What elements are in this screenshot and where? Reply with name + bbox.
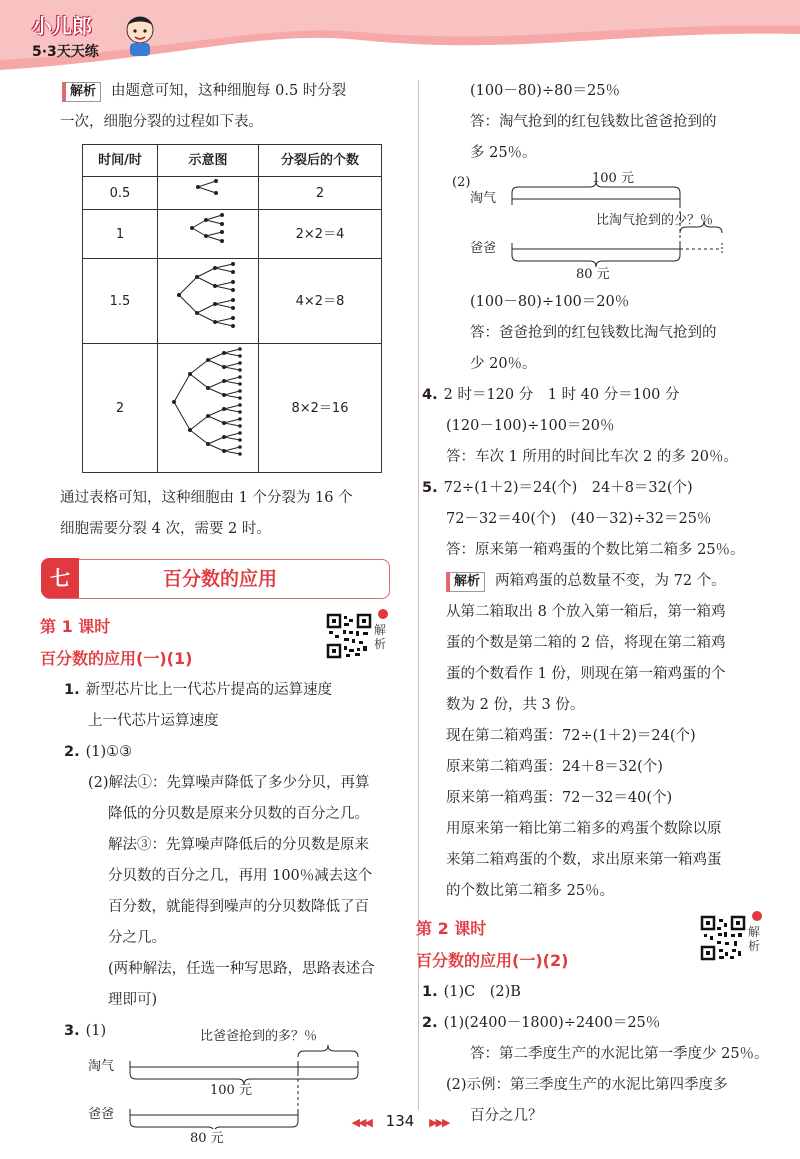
diagram-label-mid: 比淘气抢到的少？％ (596, 213, 714, 228)
diagram-label-baba: 爸爸 (88, 1107, 115, 1122)
question-number: 2. (422, 1015, 438, 1031)
calc-text: (1)(2400－1800)÷2400＝25％ (443, 1015, 661, 1031)
table-cell-time: 1 (83, 210, 158, 259)
answer-text: 2 时＝120 分 1 时 40 分＝100 分 (443, 387, 680, 403)
lesson-2-heading (416, 913, 776, 977)
answer-text: 百分之几？ (470, 1108, 543, 1124)
right-arrows-icon: ▶▶▶ (429, 1116, 449, 1129)
conclusion-text: 通过表格可知，这种细胞由 1 个分裂为 16 个 (60, 490, 353, 506)
answer-text: 多 25％。 (470, 145, 537, 161)
table-cell-count: 4×2＝8 (259, 259, 382, 344)
question-number: 1. (64, 682, 80, 698)
table-cell-count: 2×2＝4 (259, 210, 382, 259)
analysis-text: 两箱鸡蛋的总数量不变，为 72 个。 (495, 573, 726, 589)
answer-text: 少 20％。 (470, 356, 537, 372)
answer-text: 分贝数的百分之几，再用 100％减去这个 (108, 868, 373, 884)
table-cell-time: 2 (83, 344, 158, 473)
lesson-1-heading (40, 611, 402, 675)
analysis-text: 从第二箱取出 8 个放入第一箱后，第一箱鸡 (446, 604, 726, 620)
play-arrow-icon (752, 911, 762, 921)
diagram-label-amount: 100 元 (592, 171, 634, 186)
analysis-text: 数为 2 份，共 3 份。 (446, 697, 585, 713)
analysis-text: 原来第一箱鸡蛋：72－32＝40(个) (446, 790, 673, 806)
answer-text: 百分数，就能得到噪声的分贝数降低了百 (108, 899, 369, 915)
answer-text: 分之几。 (108, 930, 166, 946)
table-header: 分裂后的个数 (259, 145, 382, 177)
right-column (416, 76, 776, 1132)
division-tree-icon (188, 177, 228, 197)
question-number: 5. (422, 480, 438, 496)
table-cell-diagram (158, 344, 259, 473)
table-row (83, 177, 382, 210)
table-cell-count: 2 (259, 177, 382, 210)
table-cell-time: 0.5 (83, 177, 158, 210)
page-footer (0, 1112, 800, 1130)
answer-text: (1) (85, 1023, 107, 1039)
segment-diagram-2 (446, 169, 776, 287)
lesson-title: 百分数的应用(一)(1) (40, 649, 193, 668)
diagram-label-amount: 100 元 (210, 1083, 252, 1098)
analysis-tag: 解析 (62, 82, 101, 102)
lesson-period: 第 1 课时 (40, 617, 111, 636)
question-number: 1. (422, 984, 438, 1000)
diagram-label-amount: 80 元 (190, 1131, 224, 1146)
answer-text: (2)解法①：先算噪声降低了多少分贝，再算 (88, 775, 370, 791)
diagram-label-top: 比爸爸抢到的多？％ (200, 1029, 318, 1044)
analysis-text: 一次，细胞分裂的过程如下表。 (60, 114, 263, 130)
page-number: 134 (385, 1112, 415, 1130)
answer-note: 理即可) (108, 992, 158, 1008)
qr-label: 解析 (748, 925, 761, 953)
conclusion-text: 细胞需要分裂 4 次，需要 2 时。 (60, 521, 271, 537)
answer-text: 解法③：先算噪声降低后的分贝数是原来 (108, 837, 369, 853)
diagram-label-amount: 80 元 (576, 267, 610, 282)
calc-text: (100－80)÷100＝20％ (470, 294, 630, 310)
question-number: 2. (64, 744, 80, 760)
diagram-part-label: (2) (452, 175, 471, 190)
left-arrows-icon: ◀◀◀ (351, 1116, 371, 1129)
analysis-text: 蛋的个数看作 1 份，则现在第一箱鸡蛋的个 (446, 666, 726, 682)
brand-name: 小儿郎 (32, 14, 92, 38)
answer-text: 上一代芯片运算速度 (88, 713, 219, 729)
answer-text: 答：淘气抢到的红包钱数比爸爸抢到的 (470, 114, 717, 130)
table-row (83, 259, 382, 344)
analysis-text: 用原来第一箱比第二箱多的鸡蛋个数除以原 (446, 821, 722, 837)
table-cell-time: 1.5 (83, 259, 158, 344)
qr-label: 解析 (374, 623, 387, 651)
table-header: 时间/时 (83, 145, 158, 177)
section-title: 百分数的应用 (163, 568, 278, 590)
answer-text: 新型芯片比上一代芯片提高的运算速度 (85, 682, 333, 698)
answer-note: (两种解法，任选一种写思路，思路表述合 (108, 961, 375, 977)
analysis-text: 现在第二箱鸡蛋：72÷(1＋2)＝24(个) (446, 728, 696, 744)
mascot-icon (120, 12, 160, 58)
series-name: 5·3天天练 (32, 44, 99, 60)
left-column (40, 76, 402, 1146)
table-cell-diagram (158, 259, 259, 344)
question-number: 3. (64, 1023, 80, 1039)
calc-text: (120－100)÷100＝20％ (446, 418, 615, 434)
analysis-tag: 解析 (446, 572, 485, 592)
play-arrow-icon (378, 609, 388, 619)
lesson-period: 第 2 课时 (416, 919, 487, 938)
diagram-label-baba: 爸爸 (470, 241, 497, 256)
answer-text: 答：车次 1 所用的时间比车次 2 的多 20％。 (446, 449, 738, 465)
answer-text: 答：原来第一箱鸡蛋的个数比第二箱多 25％。 (446, 542, 745, 558)
answer-text: (2)示例：第三季度生产的水泥比第四季度多 (446, 1077, 728, 1093)
table-row (83, 210, 382, 259)
diagram-label-taoqi: 淘气 (470, 191, 497, 206)
division-tree-icon (186, 210, 230, 246)
analysis-text: 由题意可知，这种细胞每 0.5 时分裂 (111, 83, 347, 99)
analysis-text: 原来第二箱鸡蛋：24＋8＝32(个) (446, 759, 663, 775)
table-cell-diagram (158, 210, 259, 259)
calc-text: 72－32＝40(个) (40－32)÷32＝25％ (446, 511, 712, 527)
analysis-text: 来第二箱鸡蛋的个数，求出原来第一箱鸡蛋 (446, 852, 722, 868)
qr-code-icon[interactable] (326, 613, 372, 659)
answer-text: (1)C (2)B (443, 984, 521, 1000)
qr-code-icon[interactable] (700, 915, 746, 961)
brand-logo (32, 10, 99, 61)
table-cell-count: 8×2＝16 (259, 344, 382, 473)
calc-text: (100－80)÷80＝25％ (470, 83, 620, 99)
answer-text: 答：第二季度生产的水泥比第一季度少 25％。 (470, 1046, 769, 1062)
table-cell-diagram (158, 177, 259, 210)
lesson-title: 百分数的应用(一)(2) (416, 951, 569, 970)
calc-text: 72÷(1＋2)＝24(个) 24＋8＝32(个) (443, 480, 693, 496)
answer-text: 答：爸爸抢到的红包钱数比淘气抢到的 (470, 325, 717, 341)
division-tree-icon (173, 259, 243, 331)
cell-division-table (82, 144, 382, 473)
answer-text: (1)①③ (85, 744, 133, 760)
table-header: 示意图 (158, 145, 259, 177)
diagram-label-taoqi: 淘气 (88, 1059, 115, 1074)
analysis-text: 的个数比第二箱多 25％。 (446, 883, 615, 899)
section-number: 七 (41, 558, 79, 598)
page-header (0, 0, 800, 80)
division-tree-icon (168, 344, 248, 460)
question-number: 4. (422, 387, 438, 403)
section-banner (42, 559, 390, 599)
answer-text: 降低的分贝数是原来分贝数的百分之几。 (108, 806, 369, 822)
analysis-text: 蛋的个数是第二箱的 2 倍，将现在第二箱鸡 (446, 635, 726, 651)
table-row (83, 344, 382, 473)
